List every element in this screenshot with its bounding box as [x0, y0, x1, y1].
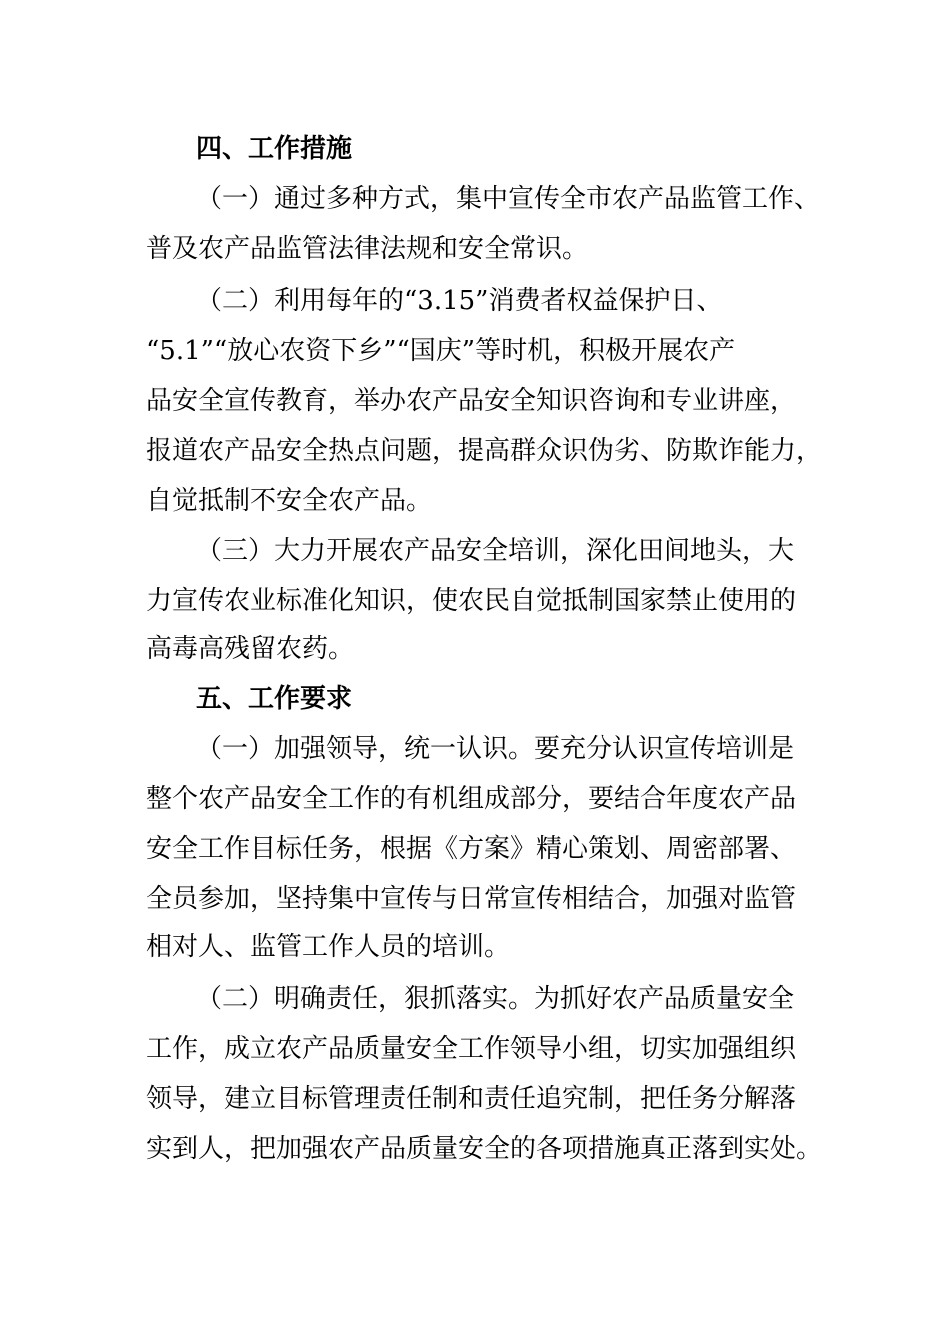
paragraph-line: 品安全宣传教育，举办农产品安全知识咨询和专业讲座， [146, 386, 797, 416]
paragraph-line: 整个农产品安全工作的有机组成部分，要结合年度农产品 [146, 784, 797, 814]
paragraph-line: 相对人、监管工作人员的培训。 [146, 932, 511, 962]
paragraph-line: （三）大力开展农产品安全培训，深化田间地头，大 [196, 536, 795, 566]
paragraph-line: 力宣传农业标准化知识，使农民自觉抵制国家禁止使用的 [146, 586, 797, 616]
paragraph-line: 安全工作目标任务，根据《方案》精心策划、周密部署、 [146, 834, 797, 864]
paragraph-line: （一）加强领导，统一认识。要充分认识宣传培训是 [196, 734, 795, 764]
section-heading-requirements: 五、工作要求 [196, 684, 353, 714]
paragraph-line: “5.1”“放心农资下乡”“国庆”等时机，积极开展农产 [146, 336, 736, 366]
section-heading-measures: 四、工作措施 [196, 134, 353, 164]
paragraph-line: 报道农产品安全热点问题，提高群众识伪劣、防欺诈能力， [146, 436, 823, 466]
paragraph-line: 自觉抵制不安全农产品。 [146, 486, 433, 516]
paragraph-line: 全员参加，坚持集中宣传与日常宣传相结合，加强对监管 [146, 884, 797, 914]
paragraph-line: 实到人，把加强农产品质量安全的各项措施真正落到实处。 [146, 1134, 823, 1164]
paragraph-line: （二）利用每年的“3.15”消费者权益保护日、 [196, 286, 723, 316]
paragraph-line: 高毒高残留农药。 [146, 634, 355, 664]
paragraph-line: 工作，成立农产品质量安全工作领导小组，切实加强组织 [146, 1034, 797, 1064]
paragraph-line: （二）明确责任，狠抓落实。为抓好农产品质量安全 [196, 984, 795, 1014]
paragraph-line: 普及农产品监管法律法规和安全常识。 [146, 234, 589, 264]
paragraph-line: （一）通过多种方式，集中宣传全市农产品监管工作、 [196, 184, 821, 214]
paragraph-line: 领导，建立目标管理责任制和责任追究制，把任务分解落 [146, 1084, 797, 1114]
